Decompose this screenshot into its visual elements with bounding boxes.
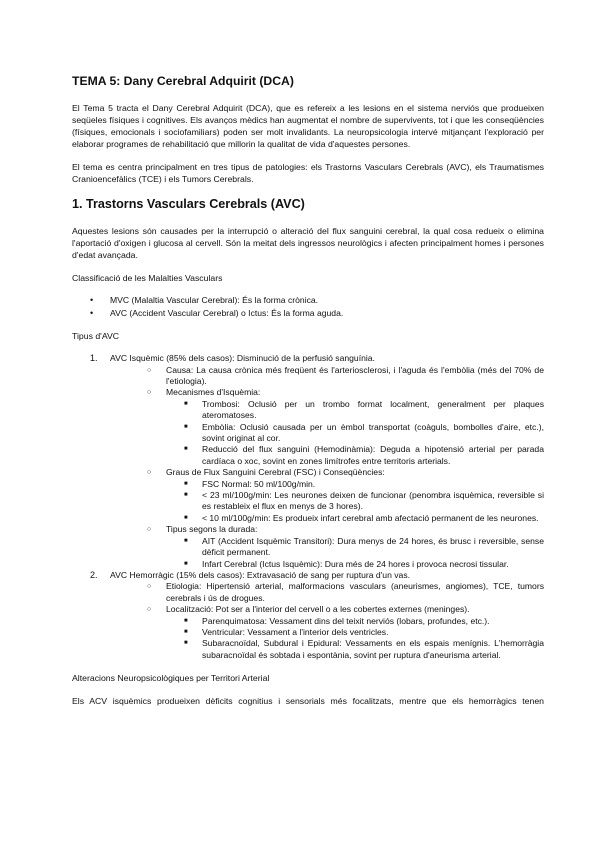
sub-list: [110, 581, 544, 661]
list-item: ■ Subaracnoïdal, Subdural i Epidural: Vessaments en els espais menígnis. L'hemorràgia subaracnoïdal és sobtada i espontània, sovint per ruptura d'aneurisma arterial.: [184, 638, 544, 661]
avc-types-list: [72, 353, 544, 661]
sub-sub-list: [166, 536, 544, 570]
sub-sub-list: [166, 616, 544, 662]
avc-types-title: Tipus d'AVC: [72, 331, 120, 342]
intro-paragraph-2: El tema es centra principalment en tres tipus de patologies: els Trastorns Vasculars Cerebrals (AVC), els Traumatismes Cranioencefàlics (TCE) i els Tumors Cerebrals.: [72, 162, 544, 184]
list-item: ■ Infart Cerebral (Ictus Isquèmic): Dura més de 24 hores i provoca necrosi tissular.: [184, 559, 544, 570]
list-item-label: AVC Isquèmic (85% dels casos): Disminució de la perfusió sanguínia.: [110, 353, 375, 364]
avc-type-ischemic: [72, 353, 544, 570]
section-paragraph: Aquestes lesions són causades per la interrupció o alteració del flux sanguini cerebral, la qual cosa redueix o elimina l'aportació d'oxigen i glucosa al cervell. Són la meitat dels ingressos neurològics i afecten principalment homes i persones d'edat avançada.: [72, 226, 544, 260]
list-item: ○ Etiologia: Hipertensió arterial, malformacions vasculars (aneurismes, angiomes), TCE, tumors cerebrals i ús de drogues.: [147, 581, 544, 604]
avc-type-hemorrhagic: [72, 570, 544, 661]
list-item: ■ < 23 ml/100g/min: Les neurones deixen de funcionar (penombra isquèmica, reversible si es restableix el flux en menys de 3 hores).: [184, 490, 544, 513]
list-item: ○ Localització: Pot ser a l'interior del cervell o a les cobertes externes (meninges). ■ Parenquimatosa: Vessament dins del teixit nerviós (lobars, profundes, etc.). ■ Ventricular: Vessament a l'interior dels ventricles. ■ Subaracnoïdal, Subdural i Epidural: Vessaments en els espais menígnis. L'hemorràgia subaracnoïdal és sobtada i espontània, sovint per ruptura d'aneurisma arterial.: [147, 604, 544, 661]
document-title: TEMA 5: Dany Cerebral Adquirit (DCA): [72, 74, 294, 88]
intro-paragraph-1: El Tema 5 tracta el Dany Cerebral Adquirit (DCA), que es refereix a les lesions en el sistema nerviós que produeixen seqüeles físiques i cognitives. Els avanços mèdics han augmentat el nombre de supervivents, tot i que les conseqüències (físiques, emocionals i sociofamiliars) poden ser molt invalidants. La neuropsicologia intervé mitjançant l'exploració per elaborar programes de rehabilitació que millorin la qualitat de vida d'aquestes persones.: [72, 103, 544, 149]
sub-list: [110, 365, 544, 570]
alterations-title: Alteracions Neuropsicològiques per Territori Arterial: [72, 673, 270, 684]
list-item: ○ Graus de Flux Sanguini Cerebral (FSC) i Conseqüències: ■ FSC Normal: 50 ml/100g/min. ■ < 23 ml/100g/min: Les neurones deixen de funcionar (penombra isquèmica, reversible si es restableix el flux en menys de 3 hores). ■ < 10 ml/100g/min: Es produeix infart cerebral amb afectació permanent de les neurones.: [147, 467, 544, 524]
list-item: • AVC (Accident Vascular Cerebral) o Ictus: És la forma aguda.: [72, 308, 544, 320]
list-item: ■ Reducció del flux sanguini (Hemodinàmia): Deguda a hipotensió arterial per parada cardíaca o xoc, sovint en zones limítrofes entre territoris arterials.: [184, 444, 544, 467]
list-item: ■ FSC Normal: 50 ml/100g/min.: [184, 479, 544, 490]
list-number: 2.: [90, 569, 98, 580]
list-item: ■ Parenquimatosa: Vessament dins del teixit nerviós (lobars, profundes, etc.).: [184, 616, 544, 627]
list-item: ○ Causa: La causa crònica més freqüent és l'arteriosclerosi, i l'aguda és l'embòlia (més del 70% de l'etiologia).: [147, 365, 544, 388]
classification-list: [72, 295, 544, 319]
list-item: ■ Ventricular: Vessament a l'interior dels ventricles.: [184, 627, 544, 638]
list-item: ■ Trombosi: Oclusió per un trombo format localment, generalment per plaques ateromatoses.: [184, 399, 544, 422]
sub-sub-list: [166, 479, 544, 525]
sub-sub-list: [166, 399, 544, 467]
list-item: ○ Tipus segons la durada: ■ AIT (Accident Isquèmic Transitori): Dura menys de 24 hores, és brusc i reversible, sense dèficit permanent. ■ Infart Cerebral (Ictus Isquèmic): Dura més de 24 hores i provoca necrosi tissular.: [147, 524, 544, 570]
list-item-label: AVC Hemorràgic (15% dels casos): Extravasació de sang per ruptura d'un vas.: [110, 569, 411, 580]
alterations-paragraph: Els ACV isquèmics produeixen dèficits cognitius i sensorials més focalitzats, mentre que els hemorràgics tenen: [72, 696, 544, 707]
list-item: ■ AIT (Accident Isquèmic Transitori): Dura menys de 24 hores, és brusc i reversible, sense dèficit permanent.: [184, 536, 544, 559]
list-item: ■ < 10 ml/100g/min: Es produeix infart cerebral amb afectació permanent de les neurones.: [184, 513, 544, 524]
list-item: ○ Mecanismes d'Isquèmia: ■ Trombosi: Oclusió per un trombo format localment, generalment per plaques ateromatoses. ■ Embòlia: Oclusió causada per un èmbol transportat (coàguls, bombolles d'aire, etc.), sovint originat al cor. ■ Reducció del flux sanguini (Hemodinàmia): Deguda a hipotensió arterial per parada cardíaca o xoc, sovint en zones limítrofes entre territoris arterials.: [147, 387, 544, 467]
list-number: 1.: [90, 353, 98, 364]
document-page: [72, 74, 544, 718]
list-item: ■ Embòlia: Oclusió causada per un èmbol transportat (coàguls, bombolles d'aire, etc.), sovint originat al cor.: [184, 422, 544, 445]
classification-title: Classificació de les Malalties Vasculars: [72, 273, 223, 283]
section-heading: 1. Trastorns Vasculars Cerebrals (AVC): [72, 197, 305, 211]
list-item: • MVC (Malaltia Vascular Cerebral): És la forma crònica.: [72, 295, 544, 307]
